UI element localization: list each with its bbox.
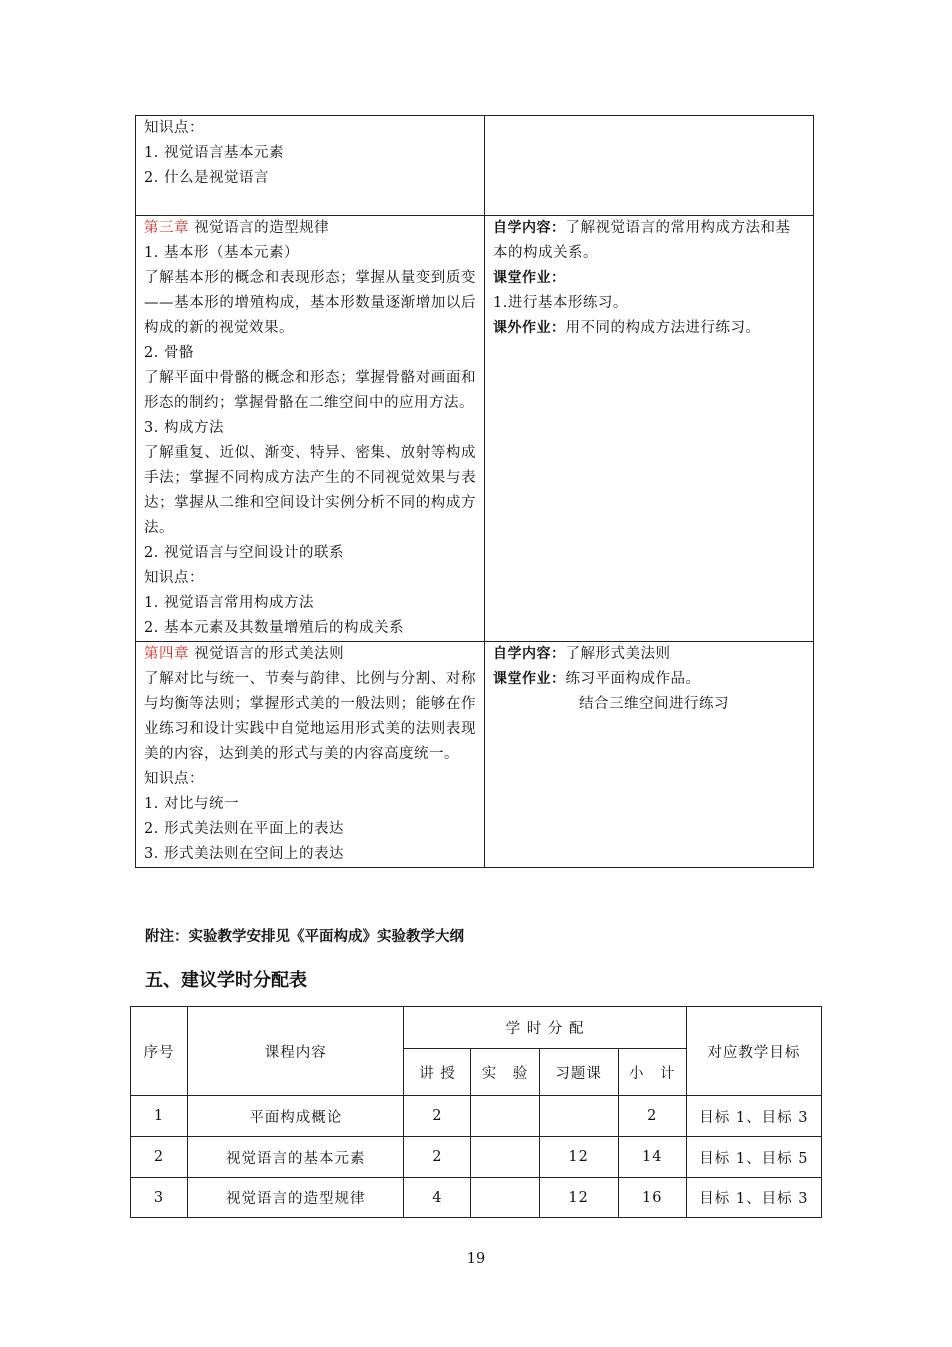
class-work-text: 1.进行基本形练习。 bbox=[493, 295, 628, 311]
header-experiment: 实 验 bbox=[471, 1049, 539, 1096]
cell-content: 视觉语言的造型规律 bbox=[188, 1178, 404, 1218]
knowledge-item: 3. 形式美法则在空间上的表达 bbox=[144, 846, 344, 862]
self-study-label: 自学内容： bbox=[493, 220, 566, 236]
knowledge-item: 1. 对比与统一 bbox=[144, 796, 239, 812]
subsection-heading: 2. 视觉语言与空间设计的联系 bbox=[144, 545, 344, 561]
syllabus-content-cell bbox=[136, 642, 485, 868]
cell-exercise bbox=[539, 1096, 618, 1137]
cell-experiment bbox=[471, 1137, 539, 1178]
table-header-row bbox=[131, 1007, 822, 1049]
syllabus-assignment-cell bbox=[485, 642, 814, 868]
paragraph: 了解平面中骨骼的概念和形态；掌握骨骼对画面和形态的制约；掌握骨骼在二维空间中的应用方法。 bbox=[144, 370, 476, 411]
syllabus-row bbox=[136, 642, 814, 868]
knowledge-label: 知识点： bbox=[144, 570, 204, 586]
cell-content: 平面构成概论 bbox=[188, 1096, 404, 1137]
knowledge-item: 2. 形式美法则在平面上的表达 bbox=[144, 821, 344, 837]
knowledge-label: 知识点： bbox=[144, 120, 204, 136]
syllabus-row bbox=[136, 116, 814, 216]
appendix-note: 附注：实验教学安排见《平面构成》实验教学大纲 bbox=[145, 929, 464, 945]
syllabus-row bbox=[136, 216, 814, 642]
class-work-text-2: 结合三维空间进行练习 bbox=[579, 696, 729, 712]
self-study-label: 自学内容： bbox=[493, 646, 566, 662]
paragraph: 了解基本形的概念和表现形态；掌握从量变到质变——基本形的增殖构成，基本形数量逐渐增加以后构成的新的视觉效果。 bbox=[144, 270, 476, 336]
cell-objective: 目标 1、目标 3 bbox=[686, 1178, 821, 1218]
cell-exercise: 12 bbox=[539, 1137, 618, 1178]
cell-exercise: 12 bbox=[539, 1178, 618, 1218]
knowledge-item: 2. 什么是视觉语言 bbox=[144, 170, 269, 186]
chapter-tag: 第四章 bbox=[144, 646, 189, 662]
chapter-title: 视觉语言的造型规律 bbox=[189, 220, 330, 236]
chapter-title: 视觉语言的形式美法则 bbox=[189, 646, 345, 662]
knowledge-item: 1. 视觉语言基本元素 bbox=[144, 145, 284, 161]
class-work-label: 课堂作业： bbox=[493, 671, 566, 687]
chapter-heading bbox=[144, 642, 476, 667]
table-row bbox=[131, 1178, 822, 1218]
section-title: 五、建议学时分配表 bbox=[145, 970, 307, 991]
paragraph: 了解对比与统一、节奏与韵律、比例与分割、对称与均衡等法则；掌握形式美的一般法则；能够在作业练习和设计实践中自觉地运用形式美的法则表现美的内容，达到美的形式与美的内容高度统一。 bbox=[144, 671, 476, 762]
self-study bbox=[493, 216, 805, 266]
header-objective: 对应教学目标 bbox=[686, 1007, 821, 1096]
cell-subtotal: 2 bbox=[618, 1096, 686, 1137]
paragraph: 了解重复、近似、渐变、特异、密集、放射等构成手法；掌握不同构成方法产生的不同视觉效果与表达；掌握从二维和空间设计实例分析不同的构成方法。 bbox=[144, 445, 476, 536]
syllabus-assignment-cell bbox=[485, 116, 814, 216]
header-content: 课程内容 bbox=[188, 1007, 404, 1096]
self-study bbox=[493, 642, 805, 667]
page-number: 19 bbox=[466, 1251, 486, 1267]
syllabus-table bbox=[135, 115, 814, 868]
cell-content: 视觉语言的基本元素 bbox=[188, 1137, 404, 1178]
cell-lecture: 2 bbox=[404, 1137, 471, 1178]
subsection-heading: 1. 基本形（基本元素） bbox=[144, 245, 299, 261]
knowledge-item: 2. 基本元素及其数量增殖后的构成关系 bbox=[144, 620, 404, 636]
cell-subtotal: 16 bbox=[618, 1178, 686, 1218]
subsection-heading: 2. 骨骼 bbox=[144, 345, 194, 361]
syllabus-content-cell bbox=[136, 116, 485, 216]
header-lecture: 讲 授 bbox=[404, 1049, 471, 1096]
chapter-heading bbox=[144, 216, 476, 241]
knowledge-label: 知识点： bbox=[144, 771, 204, 787]
subsection-heading: 3. 构成方法 bbox=[144, 420, 224, 436]
header-index: 序号 bbox=[131, 1007, 188, 1096]
hours-table bbox=[130, 1006, 822, 1218]
syllabus-content-cell bbox=[136, 216, 485, 642]
cell-index: 3 bbox=[131, 1178, 188, 1218]
self-study-text: 了解视觉语言的常用构成方法和基本的构成关系。 bbox=[493, 220, 791, 261]
table-row bbox=[131, 1137, 822, 1178]
cell-index: 2 bbox=[131, 1137, 188, 1178]
cell-experiment bbox=[471, 1178, 539, 1218]
homework-label: 课外作业： bbox=[493, 320, 566, 336]
homework bbox=[493, 316, 805, 341]
homework-text: 用不同的构成方法进行练习。 bbox=[565, 320, 761, 336]
cell-lecture: 4 bbox=[404, 1178, 471, 1218]
cell-subtotal: 14 bbox=[618, 1137, 686, 1178]
knowledge-item: 1. 视觉语言常用构成方法 bbox=[144, 595, 314, 611]
class-work bbox=[493, 667, 805, 692]
cell-index: 1 bbox=[131, 1096, 188, 1137]
class-work-label: 课堂作业： bbox=[493, 270, 566, 286]
table-row bbox=[131, 1096, 822, 1137]
syllabus-assignment-cell bbox=[485, 216, 814, 642]
class-work-text: 练习平面构成作品。 bbox=[565, 671, 701, 687]
header-subtotal: 小 计 bbox=[618, 1049, 686, 1096]
self-study-text: 了解形式美法则 bbox=[565, 646, 671, 662]
cell-lecture: 2 bbox=[404, 1096, 471, 1137]
chapter-tag: 第三章 bbox=[144, 220, 189, 236]
header-exercise: 习题课 bbox=[539, 1049, 618, 1096]
cell-objective: 目标 1、目标 5 bbox=[686, 1137, 821, 1178]
cell-objective: 目标 1、目标 3 bbox=[686, 1096, 821, 1137]
header-allocation: 学 时 分 配 bbox=[404, 1007, 686, 1049]
cell-experiment bbox=[471, 1096, 539, 1137]
class-work-extra bbox=[493, 692, 805, 717]
